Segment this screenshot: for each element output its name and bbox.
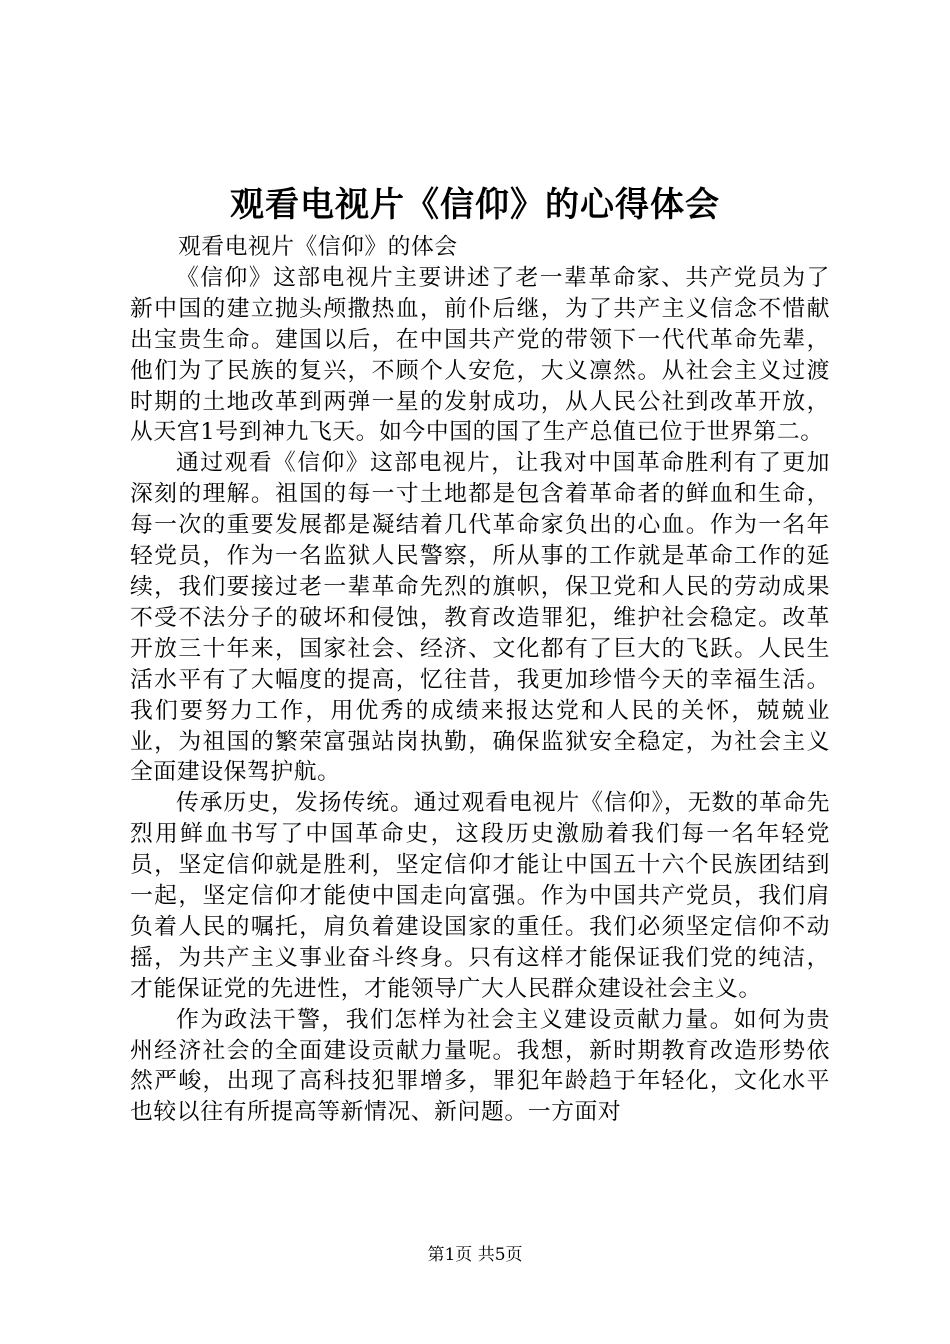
document-body bbox=[130, 232, 830, 1128]
paragraph-4: 作为政法干警，我们怎样为社会主义建设贡献力量。如何为贵州经济社会的全面建设贡献力量呢。我想，新时期教育改造形势依然严峻，出现了高科技犯罪增多，罪犯年龄趋于年轻化，文化水平也较以往有所提高等新情况、新问题。一方面对 bbox=[130, 1006, 830, 1126]
paragraph-2: 通过观看《信仰》这部电视片，让我对中国革命胜利有了更加深刻的理解。祖国的每一寸土地都是包含着革命者的鲜血和生命，每一次的重要发展都是凝结着几代革命家负出的心血。作为一名年轻党员，作为一名监狱人民警察，所从事的工作就是革命工作的延续，我们要接过老一辈革命先烈的旗帜，保卫党和人民的劳动成果不受不法分子的破坏和侵蚀，教育改造罪犯，维护社会稳定。改革开放三十年来，国家社会、经济、文化都有了巨大的飞跃。人民生活水平有了大幅度的提高，忆往昔，我更加珍惜今天的幸福生活。我们要努力工作，用优秀的成绩来报达党和人民的关怀，兢兢业业，为祖国的繁荣富强站岗执勤，确保监狱安全稳定，为社会主义全面建设保驾护航。 bbox=[130, 450, 830, 786]
paragraph-3: 传承历史，发扬传统。通过观看电视片《信仰》，无数的革命先烈用鲜血书写了中国革命史，这段历史激励着我们每一名年轻党员，坚定信仰就是胜利，坚定信仰才能让中国五十六个民族团结到一起，坚定信仰才能使中国走向富强。作为中国共产党员，我们肩负着人民的嘱托，肩负着建设国家的重任。我们必须坚定信仰不动摇，为共产主义事业奋斗终身。只有这样才能保证我们党的纯洁，才能保证党的先进性，才能领导广大人民群众建设社会主义。 bbox=[130, 790, 830, 1002]
document-subtitle: 观看电视片《信仰》的体会 bbox=[178, 234, 458, 260]
document-title: 观看电视片《信仰》的心得体会 bbox=[230, 185, 720, 225]
page-number-footer: 第1页 共5页 bbox=[427, 1245, 523, 1265]
paragraph-1: 《信仰》这部电视片主要讲述了老一辈革命家、共产党员为了新中国的建立抛头颅撒热血，前仆后继，为了共产主义信念不惜献出宝贵生命。建国以后，在中国共产党的带领下一代代革命先辈，他们为了民族的复兴，不顾个人安危，大义凛然。从社会主义过渡时期的土地改革到两弹一星的发射成功，从人民公社到改革开放，从天宫1号到神九飞天。如今中国的国了生产总值已位于世界第二。 bbox=[130, 264, 830, 446]
